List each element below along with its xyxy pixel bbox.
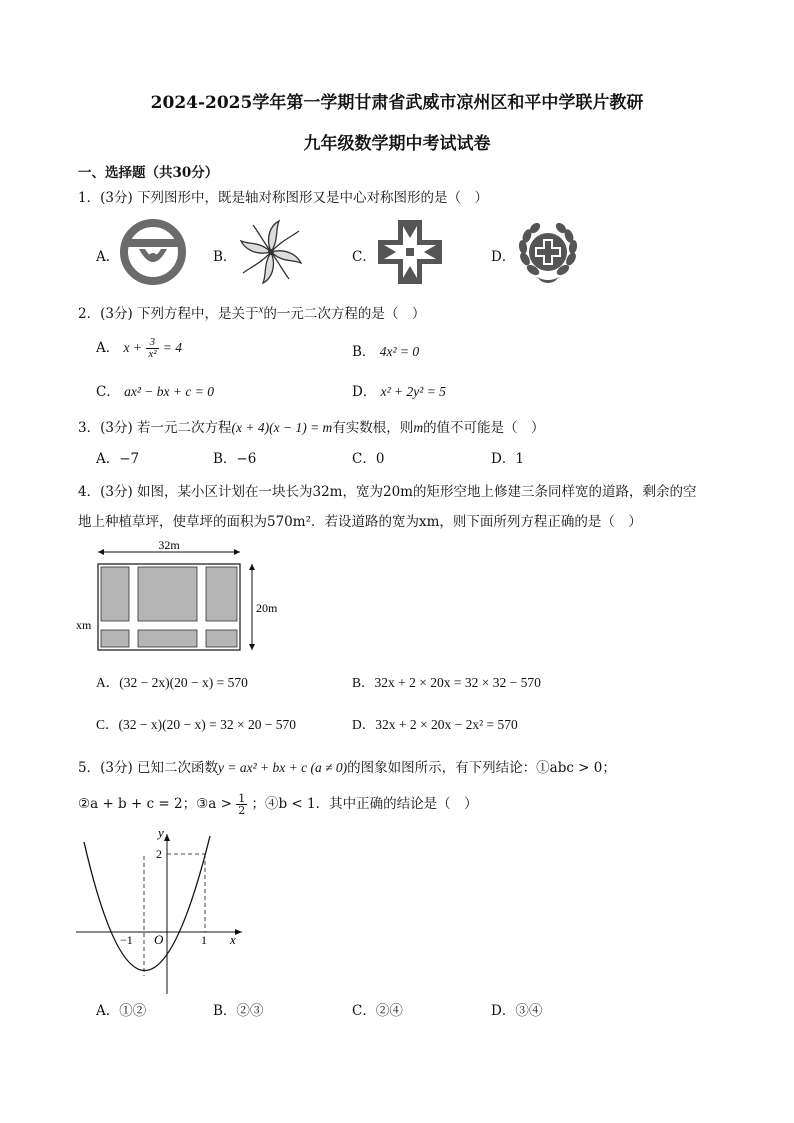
q4-option-d: D．32x + 2 × 20x − 2x² = 570 [352,717,518,732]
exam-title-line2: 九年级数学期中考试试卷 [303,134,491,154]
q5-y-label: y [158,826,164,840]
q5-option-b: B．②③ [213,1003,264,1019]
q5-tick-neg1: −1 [120,933,133,947]
q5-tick-1: 1 [201,933,207,947]
q5-origin-label: O [154,932,164,947]
q2-a-frac-den: x² [148,348,157,360]
exam-title-line1: 2024-2025学年第一学期甘肃省武威市凉州区和平中学联片教研 [150,93,644,113]
q5-option-a: A．①② [96,1003,147,1019]
q5-stem-line1 [78,756,616,776]
q2-option-d [352,380,446,400]
q3-stem-after: 的值不可能是（ ） [423,420,545,436]
q1-option-a-label: A． [96,249,120,265]
q4-road-figure [74,540,284,662]
q2-option-a [96,336,182,360]
q1-option-d-wreath-cross-icon [515,219,581,289]
q3-stem [78,416,545,436]
q1-option-c-label: C． [352,249,376,265]
q4-option-b: B．32x + 2 × 20x = 32 × 32 − 570 [352,675,541,690]
q2-option-c [96,380,214,400]
q2-option-b-label: B． [352,344,376,360]
q3-stem-mid: 有实数根，则 [332,420,414,436]
q2-a-frac-num: 3 [146,337,158,349]
q2-option-b-expr: 4x² = 0 [379,344,420,359]
q2-option-c-expr: ax² − bx + c = 0 [124,384,214,399]
q5-stem-pre: 5．(3分) 已知二次函数 [78,760,219,776]
q5-option-c: C．②④ [352,1003,403,1019]
q1-option-a-logo-icon [118,219,188,289]
q4-label-32m: 32m [158,540,180,552]
q5-frac-half [236,793,247,816]
q1-option-b-pinwheel-icon [235,217,307,291]
q2-option-c-label: C． [96,384,120,400]
q5-stem-line2 [78,792,478,816]
q3-option-b: B．−6 [213,451,257,467]
q2-option-b [352,340,419,360]
q2-option-d-expr: x² + 2y² = 5 [380,384,446,399]
q5-option-d: D．③④ [491,1003,543,1019]
q2-option-a-expr-pre: x + [123,340,143,355]
q1-option-b-label: B． [213,249,237,265]
q4-option-c: C．(32 − x)(20 − x) = 32 × 20 − 570 [96,717,297,732]
q5-parabola-graph [72,826,252,1000]
q2-stem-after: 的一元二次方程的是（ ） [263,306,426,322]
q3-stem-before: 3．(3分) 若一元二次方程 [78,420,232,436]
q4-stem-line1: 4．(3分) 如图，某小区计划在一块长为32m，宽为20m的矩形空地上修建三条同样宽的道路，剩余的空 [78,484,697,500]
q2-option-d-label: D． [352,384,377,400]
q2-stem [78,302,425,322]
q3-option-d: D．1 [491,451,524,467]
q2-option-a-label: A． [96,340,120,356]
q1-option-c-cross-icon [376,218,444,290]
q1-option-d-label: D． [491,249,516,265]
q4-label-xm: xm [76,618,92,632]
q5-tick-y2: 2 [156,847,162,861]
section-heading: 一、选择题（共30分） [78,165,219,181]
q3-stem-expr: (x + 4)(x − 1) = m [231,420,333,435]
q2-stem-var: x [258,303,264,316]
q3-option-a: A．−7 [96,451,140,467]
q2-stem-before: 2．(3分) 下列方程中，是关于 [78,306,259,322]
q5-stem-expr: y = ax² + bx + c (a ≠ 0) [218,760,348,775]
q4-label-20m: 20m [256,601,278,615]
q3-option-c: C．0 [352,451,385,467]
q2-option-a-expr-post: = 4 [162,340,183,355]
q5-frac-num: 1 [238,792,246,805]
q4-option-a: A．(32 − 2x)(20 − x) = 570 [96,675,248,690]
q1-stem: 1．(3分) 下列图形中，既是轴对称图形又是中心对称图形的是（ ） [78,190,489,206]
q4-stem-line2: 地上种植草坪，使草坪的面积为570m²．若设道路的宽为xm，则下面所列方程正确的是（ ） [78,514,642,530]
q5-stem-line2-a: ②a + b + c = 2；③a > [78,796,232,812]
q5-frac-den: 2 [238,804,246,817]
q5-x-label: x [230,932,236,947]
q2-option-a-frac [146,337,158,360]
q5-stem-line2-b: ；④b < 1．其中正确的结论是（ ） [251,796,478,812]
q3-stem-var: m [413,420,424,435]
q5-stem-post: 的图象如图所示，有下列结论：①abc > 0； [347,760,616,776]
